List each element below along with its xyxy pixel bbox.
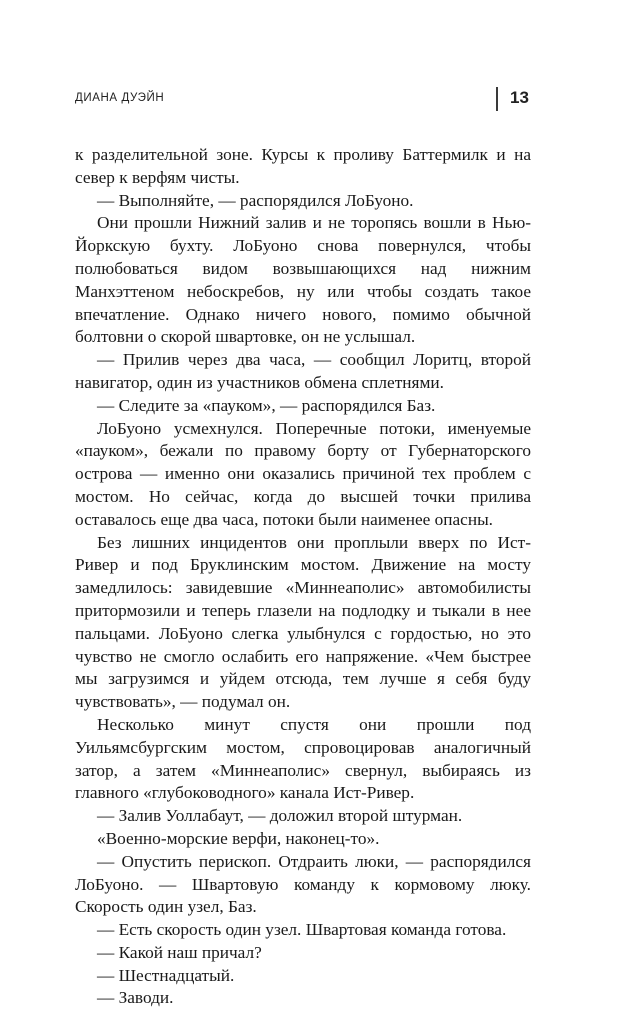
paragraph: Несколько минут спустя они прошли под Уильямсбургским мостом, спровоцировав аналогичный затор, а затем «Миннеаполис» свернул, выбираясь из главного «глубоководного» канала Ист-Ривер. — [75, 714, 531, 803]
body-text — [75, 144, 531, 1010]
paragraph: — Опустить перископ. Отдраить люки, — распорядился ЛоБуоно. — Швартовую команду к кормовому люку. Скорость один узел, Баз. — [75, 851, 531, 917]
paragraph: — Есть скорость один узел. Швартовая команда готова. — [97, 920, 507, 940]
header-divider — [496, 87, 498, 111]
paragraph: — Заводи. — [97, 988, 174, 1008]
paragraph: — Залив Уоллабаут, — доложил второй штурман. — [97, 806, 463, 826]
running-head: ДИАНА ДУЭЙН — [75, 92, 165, 104]
paragraph: Без лишних инцидентов они проплыли вверх по Ист-Ривер и под Бруклинским мостом. Движение на мосту замедлилось: завидевшие «Миннеаполис» автомобилисты притормозили и теперь глазели на подлодку и тыкали в нее пальцами. ЛоБуоно слегка улыбнулся с гордостью, но это чувство не смогло ослабить его напряжение. «Чем быстрее мы загрузимся и уйдем отсюда, тем лучше я себя буду чувствовать», — подумал он. — [75, 532, 531, 712]
paragraph: — Прилив через два часа, — сообщил Лоритц, второй навигатор, один из участников обмена сплетнями. — [75, 350, 531, 392]
paragraph: — Выполняйте, — распорядился ЛоБуоно. — [97, 190, 414, 210]
paragraph: — Следите за «пауком», — распорядился Баз. — [97, 395, 436, 415]
paragraph: — Шестнадцатый. — [97, 965, 235, 985]
paragraph: к разделительной зоне. Курсы к проливу Баттермилк и на север к верфям чисты. — [75, 145, 531, 187]
paragraph: ЛоБуоно усмехнулся. Поперечные потоки, именуемые «пауком», бежали по правому борту от Губернаторского острова — именно они оказались причиной тех проблем с мостом. Но сейчас, когда до высшей точки прилива оставалось еще два часа, потоки были наименее опасны. — [75, 418, 531, 529]
paragraph: Они прошли Нижний залив и не торопясь вошли в Нью-Йоркскую бухту. ЛоБуоно снова повернулся, чтобы полюбоваться видом возвышающихся над нижним Манхэттеном небоскребов, ну или чтобы создать такое впечатление. Однако ничего нового, помимо обычной болтовни о скорой швартовке, он не услышал. — [75, 213, 531, 347]
page-number: 13 — [510, 88, 529, 107]
paragraph: «Военно-морские верфи, наконец-то». — [97, 828, 380, 848]
paragraph: — Какой наш причал? — [97, 942, 262, 962]
